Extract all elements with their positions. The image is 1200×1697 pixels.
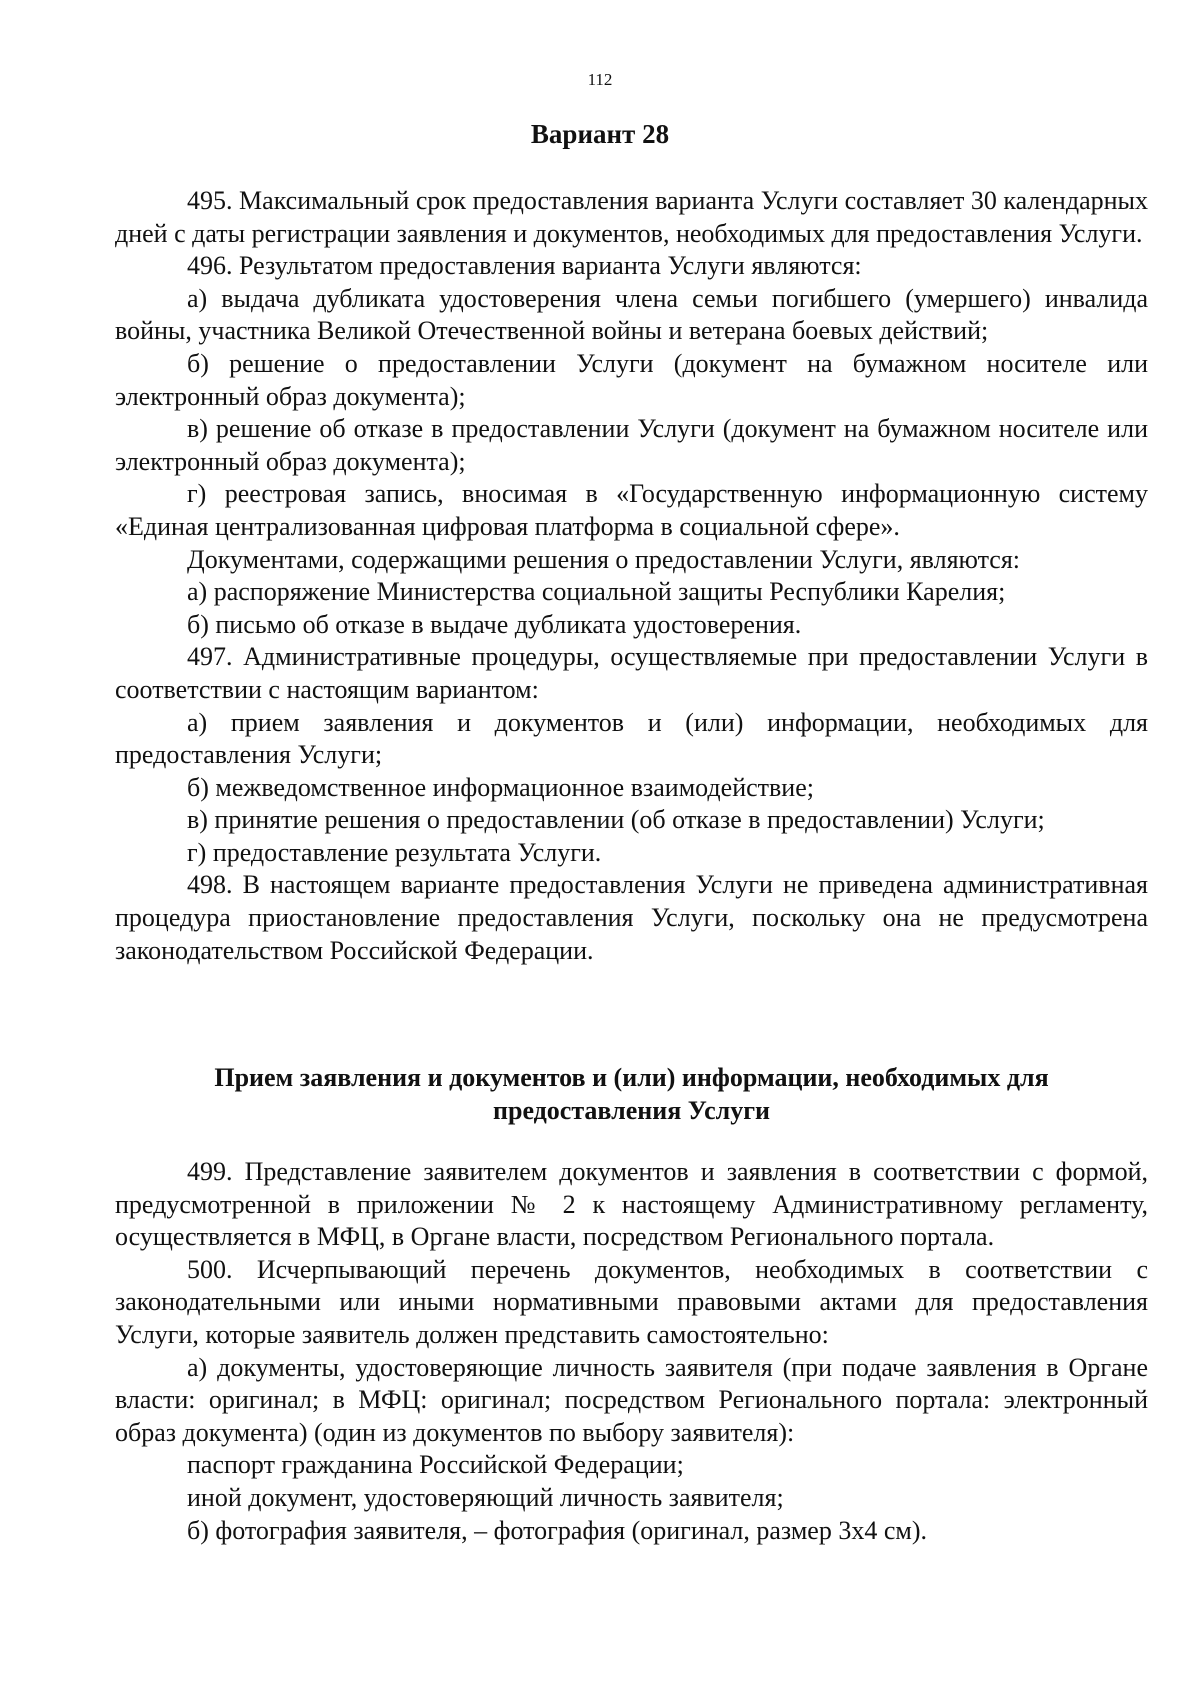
paragraph-496: 496. Результатом предоставления варианта Услуги являются: xyxy=(187,251,862,281)
list-item: а) распоряжение Министерства социальной защиты Республики Карелия; xyxy=(187,577,1006,607)
list-item: г) предоставление результата Услуги. xyxy=(187,837,602,867)
section-heading xyxy=(115,1062,1148,1127)
list-item: б) межведомственное информационное взаимодействие; xyxy=(187,772,814,802)
section-heading-line: предоставления Услуги xyxy=(493,1095,770,1125)
paragraph-495: 495. Максимальный срок предоставления варианта Услуги составляет 30 календарных дней с даты регистрации заявления и документов, необходимых для предоставления Услуги. xyxy=(115,186,1148,248)
list-item: б) фотография заявителя, – фотография (оригинал, размер 3х4 см). xyxy=(187,1515,927,1545)
list-item: г) реестровая запись, вносимая в «Государственную информационную систему «Единая централизованная цифровая платформа в социальной сфере». xyxy=(115,479,1148,541)
list-item: а) выдача дубликата удостоверения члена семьи погибшего (умершего) инвалида войны, участника Великой Отечественной войны и ветерана боевых действий; xyxy=(115,283,1148,346)
section-heading-line: Прием заявления и документов и (или) информации, необходимых для xyxy=(214,1063,1049,1092)
paragraph-498: 498. В настоящем варианте предоставления Услуги не приведена административная процедура приостановление предоставления Услуги, поскольку она не предусмотрена законодательством Российской Федерации. xyxy=(115,870,1148,965)
list-item: в) принятие решения о предоставлении (об отказе в предоставлении) Услуги; xyxy=(187,805,1045,835)
list-item: б) решение о предоставлении Услуги (документ на бумажном носителе или электронный образ документа); xyxy=(115,348,1148,411)
list-item: а) документы, удостоверяющие личность заявителя (при подаче заявления в Органе власти: оригинал; в МФЦ: оригинал; посредством Регионального портала: электронный образ документа) (один из документов по выбору заявителя): xyxy=(115,1352,1148,1447)
paragraph-497: 497. Административные процедуры, осуществляемые при предоставлении Услуги в соответствии с настоящим вариантом: xyxy=(115,642,1148,704)
page-number: 112 xyxy=(587,70,613,89)
list-item: иной документ, удостоверяющий личность заявителя; xyxy=(187,1482,784,1512)
list-item: паспорт гражданина Российской Федерации; xyxy=(187,1450,684,1480)
variant-title: Вариант 28 xyxy=(530,119,670,149)
paragraph-documents: Документами, содержащими решения о предоставлении Услуги, являются: xyxy=(187,544,1021,574)
paragraph-499: 499. Представление заявителем документов и заявления в соответствии с формой, предусмотренной в приложении № 2 к настоящему Административному регламенту, осуществляется в МФЦ, в Органе власти, посредством Регионального портала. xyxy=(115,1157,1148,1252)
list-item: в) решение об отказе в предоставлении Услуги (документ на бумажном носителе или электронный образ документа); xyxy=(115,414,1148,476)
list-item: б) письмо об отказе в выдаче дубликата удостоверения. xyxy=(187,609,802,639)
section-application-intake xyxy=(115,1156,1148,1547)
list-item: а) прием заявления и документов и (или) информации, необходимых для предоставления Услуги; xyxy=(115,707,1148,770)
paragraph-500: 500. Исчерпывающий перечень документов, необходимых в соответствии с законодательными или иными нормативными правовыми актами для предоставления Услуги, которые заявитель должен представить самостоятельно: xyxy=(115,1254,1148,1349)
section-procedure-list xyxy=(115,185,1148,967)
